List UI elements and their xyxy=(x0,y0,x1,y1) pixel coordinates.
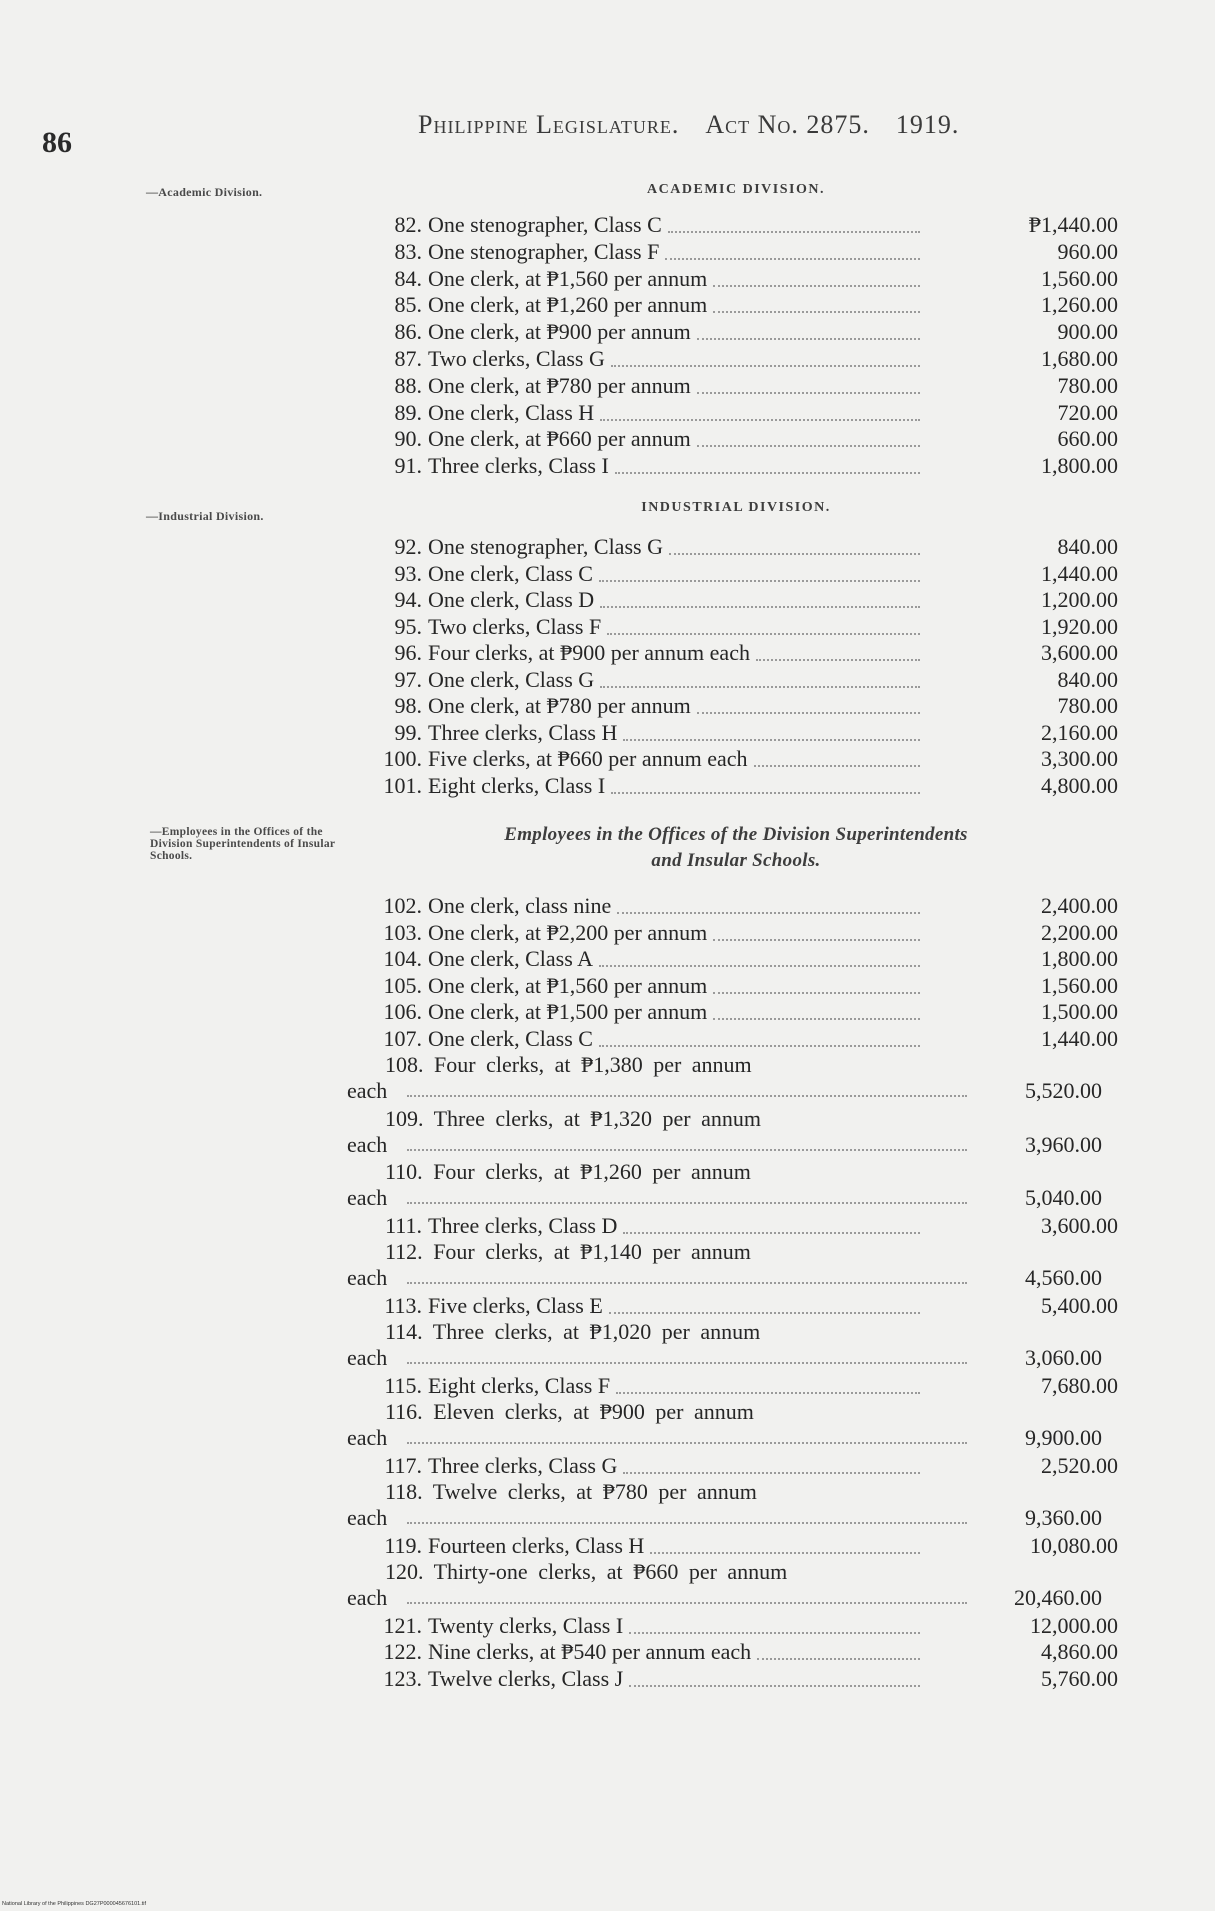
item-amount: 660.00 xyxy=(1057,426,1118,452)
item-amount: 1,560.00 xyxy=(1041,972,1118,998)
item-description: One clerk, Class H xyxy=(428,399,595,425)
leader-dots xyxy=(623,1470,920,1474)
item-number: 104. xyxy=(383,946,422,971)
item-number: 110. xyxy=(385,1159,423,1184)
item-description: Five clerks, Class E xyxy=(428,1292,603,1318)
item-number: 118. xyxy=(385,1479,423,1504)
leader-dots xyxy=(623,737,920,741)
line-item-wrapped xyxy=(347,1159,1102,1211)
item-amount: 2,520.00 xyxy=(1041,1452,1118,1478)
item-amount: 2,200.00 xyxy=(1041,919,1118,945)
leader-dots xyxy=(713,1016,920,1020)
item-number: 85. xyxy=(394,292,422,318)
item-continuation: each xyxy=(347,1345,388,1370)
leader-dots xyxy=(668,229,920,233)
item-amount: 4,560.00 xyxy=(1025,1265,1102,1290)
item-description: One clerk, Class A xyxy=(428,946,593,971)
item-amount: 1,440.00 xyxy=(1041,560,1118,586)
item-number: 107. xyxy=(383,1025,422,1051)
item-number: 96. xyxy=(394,640,422,665)
line-item xyxy=(380,346,1118,372)
section-title-industrial: INDUSTRIAL DIVISION. xyxy=(641,500,831,515)
line-item xyxy=(380,1532,1118,1559)
item-description: One clerk, at ₱1,260 per annum xyxy=(428,292,708,318)
line-item xyxy=(380,587,1118,613)
item-number: 99. xyxy=(394,719,422,745)
item-description: One stenographer, Class G xyxy=(428,534,663,559)
line-item xyxy=(380,613,1118,640)
item-description: One clerk, at ₱1,560 per annum xyxy=(428,972,708,998)
leader-dots xyxy=(407,1095,967,1097)
item-number: 95. xyxy=(394,613,422,639)
item-description: One stenographer, Class C xyxy=(428,212,662,237)
page-number: 86 xyxy=(42,126,72,159)
leader-dots xyxy=(407,1282,967,1284)
line-item xyxy=(380,919,1118,946)
item-amount: 900.00 xyxy=(1057,319,1118,345)
line-item xyxy=(380,534,1118,560)
leader-dots xyxy=(609,1310,920,1314)
item-number: 82. xyxy=(394,212,422,237)
item-amount: 780.00 xyxy=(1057,372,1118,398)
item-description: Four clerks, at ₱1,260 per annum xyxy=(433,1159,751,1184)
item-number: 84. xyxy=(394,265,422,291)
item-amount: 1,920.00 xyxy=(1041,613,1118,639)
item-amount: 1,800.00 xyxy=(1041,453,1118,479)
line-item xyxy=(380,693,1118,719)
item-number: 117. xyxy=(384,1452,422,1478)
item-number: 102. xyxy=(383,893,422,918)
leader-dots xyxy=(629,1683,920,1687)
item-description: Four clerks, at ₱1,140 per annum xyxy=(433,1239,751,1264)
item-description: Five clerks, at ₱660 per annum each xyxy=(428,746,748,771)
item-number: 89. xyxy=(394,399,422,425)
leader-dots xyxy=(623,1230,920,1234)
item-amount: 2,400.00 xyxy=(1041,893,1118,918)
section-title-academic: ACADEMIC DIVISION. xyxy=(647,182,825,197)
item-number: 112. xyxy=(385,1239,423,1264)
line-item xyxy=(380,972,1118,999)
item-number: 115. xyxy=(384,1372,422,1398)
item-description: Two clerks, Class F xyxy=(428,613,602,639)
item-description: Three clerks, Class I xyxy=(428,453,609,479)
line-item xyxy=(380,1212,1118,1239)
leader-dots xyxy=(599,1043,920,1047)
leader-dots xyxy=(599,578,920,582)
item-amount: 3,600.00 xyxy=(1041,640,1118,665)
item-description: One clerk, Class G xyxy=(428,666,595,692)
line-item xyxy=(380,666,1118,693)
item-amount: 1,260.00 xyxy=(1041,292,1118,318)
leader-dots xyxy=(611,363,920,367)
item-number: 93. xyxy=(394,560,422,586)
item-amount: 840.00 xyxy=(1057,666,1118,692)
line-item xyxy=(380,399,1118,426)
item-amount: ₱1,440.00 xyxy=(1028,212,1118,237)
leader-dots xyxy=(407,1602,967,1604)
leader-dots xyxy=(629,1630,920,1634)
item-amount: 7,680.00 xyxy=(1041,1372,1118,1398)
item-continuation: each xyxy=(347,1265,388,1290)
scan-footer: National Library of the Philippines DG27P000045676101.tif xyxy=(2,1901,147,1907)
item-number: 90. xyxy=(394,426,422,452)
line-item xyxy=(380,1612,1118,1639)
leader-dots xyxy=(600,417,920,421)
item-description: One clerk, at ₱2,200 per annum xyxy=(428,919,708,945)
line-item-wrapped xyxy=(347,1319,1102,1371)
item-description: One clerk, at ₱780 per annum xyxy=(428,372,691,398)
line-item xyxy=(380,265,1118,292)
item-number: 92. xyxy=(394,534,422,559)
line-item xyxy=(380,1639,1118,1665)
item-description: Fourteen clerks, Class H xyxy=(428,1532,645,1558)
leader-dots xyxy=(600,684,920,688)
leader-dots xyxy=(713,937,920,941)
item-description: Three clerks, at ₱1,020 per annum xyxy=(432,1319,761,1344)
line-item xyxy=(380,560,1118,587)
item-number: 114. xyxy=(385,1319,423,1344)
item-amount: 5,520.00 xyxy=(1025,1078,1102,1103)
item-number: 98. xyxy=(394,693,422,718)
item-number: 87. xyxy=(394,346,422,371)
item-description: One clerk, at ₱1,500 per annum xyxy=(428,999,708,1024)
item-description: One clerk, at ₱780 per annum xyxy=(428,693,691,718)
line-item xyxy=(380,1372,1118,1399)
item-number: 86. xyxy=(394,319,422,345)
item-description: Three clerks, Class H xyxy=(428,719,618,745)
leader-dots xyxy=(407,1149,967,1151)
item-continuation: each xyxy=(347,1585,388,1610)
line-item xyxy=(380,746,1118,772)
leader-dots xyxy=(754,763,920,767)
item-amount: 1,500.00 xyxy=(1041,999,1118,1024)
leader-dots xyxy=(697,443,920,447)
leader-dots xyxy=(407,1362,967,1364)
item-description: Four clerks, at ₱900 per annum each xyxy=(428,640,750,665)
leader-dots xyxy=(697,336,920,340)
margin-note-academic: —Academic Division. xyxy=(146,185,263,199)
item-description: One clerk, Class C xyxy=(428,1025,593,1051)
line-item-wrapped xyxy=(347,1052,1102,1104)
item-amount: 5,760.00 xyxy=(1041,1665,1118,1691)
item-amount: 3,960.00 xyxy=(1025,1131,1102,1157)
leader-dots xyxy=(697,390,920,394)
item-amount: 1,680.00 xyxy=(1041,346,1118,371)
item-amount: 960.00 xyxy=(1057,238,1118,264)
line-item xyxy=(380,719,1118,746)
item-number: 109. xyxy=(385,1105,424,1131)
line-item xyxy=(380,238,1118,265)
item-amount: 780.00 xyxy=(1057,693,1118,718)
item-description: One clerk, Class C xyxy=(428,560,593,586)
item-amount: 10,080.00 xyxy=(1030,1532,1118,1558)
leader-dots xyxy=(697,710,920,714)
line-item xyxy=(380,426,1118,452)
item-continuation: each xyxy=(347,1131,388,1157)
item-amount: 3,600.00 xyxy=(1041,1212,1118,1238)
line-item-wrapped xyxy=(347,1479,1102,1531)
item-description: Two clerks, Class G xyxy=(428,346,605,371)
item-description: One clerk, at ₱660 per annum xyxy=(428,426,691,452)
item-description: One clerk, at ₱900 per annum xyxy=(428,319,691,345)
item-amount: 4,800.00 xyxy=(1041,772,1118,798)
item-amount: 2,160.00 xyxy=(1041,719,1118,745)
item-description: One clerk, at ₱1,560 per annum xyxy=(428,265,708,291)
item-description: Eight clerks, Class F xyxy=(428,1372,611,1398)
item-continuation: each xyxy=(347,1185,388,1210)
item-number: 106. xyxy=(383,999,422,1024)
leader-dots xyxy=(407,1442,967,1444)
line-item-wrapped xyxy=(347,1559,1102,1611)
item-description: Eleven clerks, at ₱900 per annum xyxy=(433,1399,754,1424)
item-description: One clerk, Class D xyxy=(428,587,595,612)
item-amount: 4,860.00 xyxy=(1041,1639,1118,1664)
leader-dots xyxy=(407,1202,967,1204)
leader-dots xyxy=(757,1656,920,1660)
item-description: Eight clerks, Class I xyxy=(428,772,606,798)
item-number: 103. xyxy=(383,919,422,945)
item-description: Nine clerks, at ₱540 per annum each xyxy=(428,1639,752,1664)
item-description: Twelve clerks, at ₱780 per annum xyxy=(432,1479,757,1504)
line-item xyxy=(380,1665,1118,1692)
item-number: 113. xyxy=(384,1292,422,1318)
leader-dots xyxy=(611,790,920,794)
leader-dots xyxy=(616,1390,920,1394)
section-title-offices-line2: and Insular Schools. xyxy=(651,850,821,871)
item-description: Twelve clerks, Class J xyxy=(428,1665,624,1691)
line-item xyxy=(380,453,1118,479)
line-item xyxy=(380,319,1118,345)
line-item xyxy=(380,772,1118,799)
leader-dots xyxy=(713,990,920,994)
item-continuation: each xyxy=(347,1505,388,1530)
item-amount: 1,200.00 xyxy=(1041,587,1118,612)
leader-dots xyxy=(599,963,920,967)
running-head-act: Act No. 2875. xyxy=(705,110,870,139)
item-number: 108. xyxy=(385,1052,424,1077)
leader-dots xyxy=(669,551,920,555)
item-description: Thirty-one clerks, at ₱660 per annum xyxy=(433,1559,788,1584)
item-amount: 720.00 xyxy=(1057,399,1118,425)
running-head-title: Philippine Legislature. xyxy=(418,110,680,139)
line-item xyxy=(380,1292,1118,1319)
leader-dots xyxy=(665,256,920,260)
margin-note-offices: —Employees in the Offices of the Division Superintendents of Insular Schools. xyxy=(150,826,336,862)
line-item-wrapped xyxy=(347,1239,1102,1291)
section-title-offices-line1: Employees in the Offices of the Division Superintendents xyxy=(504,824,968,845)
item-number: 111. xyxy=(385,1212,422,1238)
item-number: 120. xyxy=(385,1559,424,1584)
line-item xyxy=(380,212,1118,238)
item-amount: 5,040.00 xyxy=(1025,1185,1102,1210)
item-amount: 1,560.00 xyxy=(1041,265,1118,291)
item-number: 83. xyxy=(394,238,422,264)
item-description: Three clerks, at ₱1,320 per annum xyxy=(433,1105,762,1131)
item-description: One clerk, class nine xyxy=(428,893,612,918)
item-description: Four clerks, at ₱1,380 per annum xyxy=(434,1052,752,1077)
line-item xyxy=(380,640,1118,666)
leader-dots xyxy=(407,1522,967,1524)
leader-dots xyxy=(713,283,920,287)
item-amount: 840.00 xyxy=(1057,534,1118,559)
item-description: Three clerks, Class G xyxy=(428,1452,618,1478)
item-description: Three clerks, Class D xyxy=(428,1212,618,1238)
item-number: 116. xyxy=(385,1399,423,1424)
item-amount: 5,400.00 xyxy=(1041,1292,1118,1318)
line-item xyxy=(380,946,1118,972)
item-number: 97. xyxy=(394,666,422,692)
item-number: 91. xyxy=(394,453,422,479)
line-item xyxy=(380,1452,1118,1479)
item-amount: 3,060.00 xyxy=(1025,1345,1102,1370)
item-number: 88. xyxy=(394,372,422,398)
line-item-wrapped xyxy=(347,1105,1102,1158)
running-head xyxy=(418,110,959,140)
item-amount: 9,900.00 xyxy=(1025,1425,1102,1450)
line-item xyxy=(380,292,1118,318)
item-amount: 9,360.00 xyxy=(1025,1505,1102,1530)
item-number: 101. xyxy=(383,772,422,798)
line-item xyxy=(380,893,1118,919)
leader-dots xyxy=(600,604,920,608)
section-title-offices xyxy=(386,822,1086,874)
line-item xyxy=(380,1025,1118,1052)
item-amount: 1,800.00 xyxy=(1041,946,1118,971)
item-number: 121. xyxy=(383,1612,422,1638)
item-continuation: each xyxy=(347,1425,388,1450)
leader-dots xyxy=(713,309,920,313)
item-amount: 1,440.00 xyxy=(1041,1025,1118,1051)
leader-dots xyxy=(615,470,920,474)
item-amount: 3,300.00 xyxy=(1041,746,1118,771)
item-number: 119. xyxy=(384,1532,422,1558)
item-continuation: each xyxy=(347,1078,388,1103)
running-head-year: 1919. xyxy=(895,110,960,139)
item-number: 123. xyxy=(383,1665,422,1691)
leader-dots xyxy=(607,631,920,635)
leader-dots xyxy=(650,1550,920,1554)
item-amount: 20,460.00 xyxy=(1014,1585,1102,1610)
item-amount: 12,000.00 xyxy=(1030,1612,1118,1638)
item-number: 122. xyxy=(383,1639,422,1664)
leader-dots xyxy=(756,657,920,661)
leader-dots xyxy=(617,910,920,914)
margin-note-industrial: —Industrial Division. xyxy=(146,509,264,523)
item-number: 94. xyxy=(394,587,422,612)
item-number: 105. xyxy=(383,972,422,998)
line-item-wrapped xyxy=(347,1399,1102,1451)
item-description: One stenographer, Class F xyxy=(428,238,660,264)
line-item xyxy=(380,999,1118,1025)
item-description: Twenty clerks, Class I xyxy=(428,1612,624,1638)
line-item xyxy=(380,372,1118,399)
item-number: 100. xyxy=(383,746,422,771)
